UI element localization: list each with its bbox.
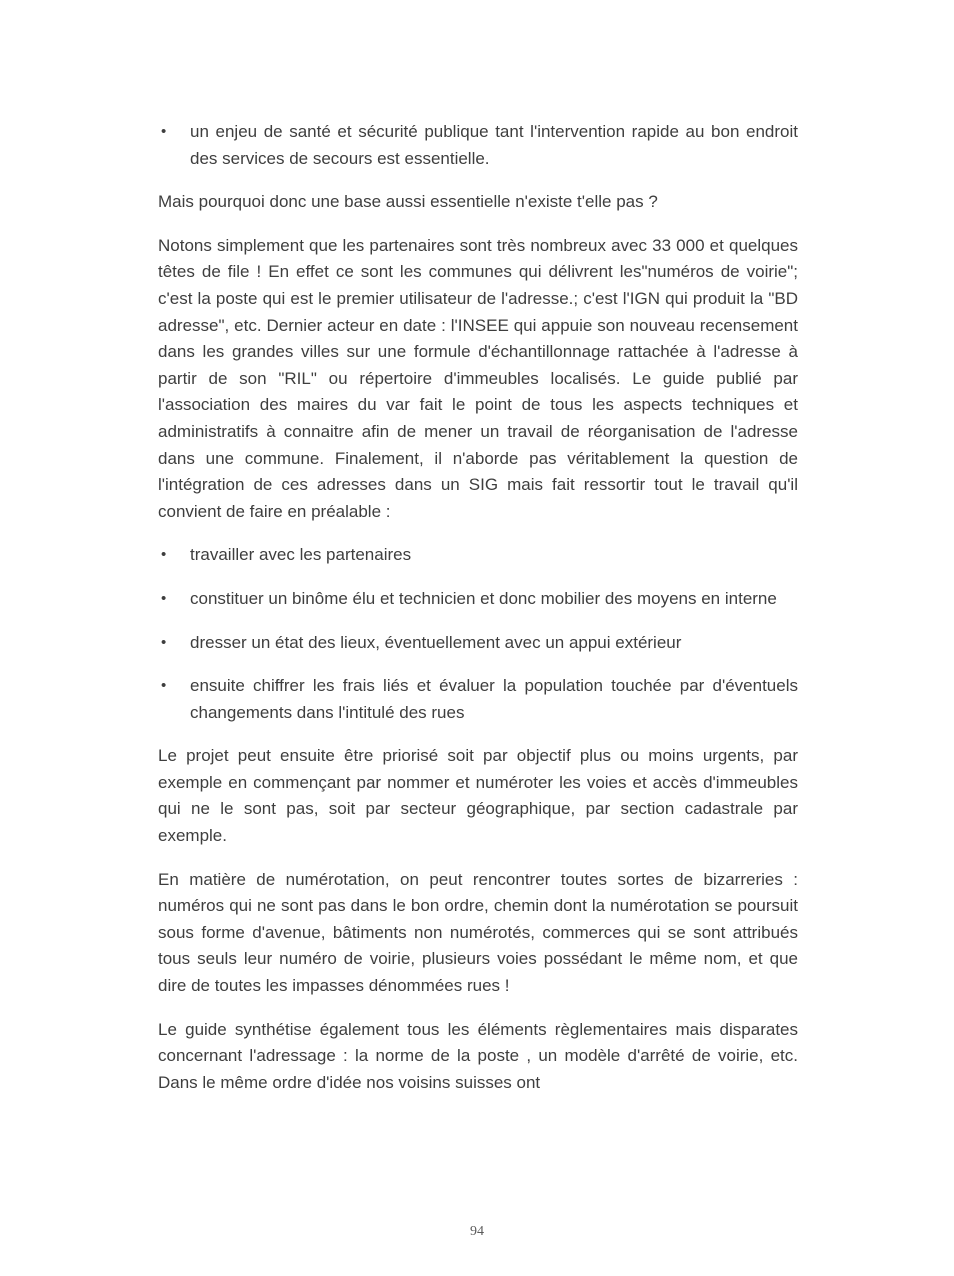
bullet-icon: • bbox=[161, 633, 167, 651]
list-item bbox=[158, 542, 798, 569]
paragraph-project: Le projet peut ensuite être priorisé soit par objectif plus ou moins urgents, par exemple en commençant par nommer et numéroter les voies et accès d'immeubles qui ne le sont pas, soit par secteur géographique, par section cadastrale par exemple. bbox=[158, 746, 798, 846]
page-content bbox=[158, 119, 798, 1113]
list-item-text: ensuite chiffrer les frais liés et évaluer la population touchée par d'éventuels changements dans l'intitulé des rues bbox=[190, 676, 798, 722]
task-bullet-list bbox=[158, 542, 798, 726]
paragraph-question: Mais pourquoi donc une base aussi essentielle n'existe t'elle pas ? bbox=[158, 192, 658, 212]
list-item bbox=[158, 586, 798, 613]
intro-bullet-list bbox=[158, 119, 798, 172]
list-item bbox=[158, 119, 798, 172]
bullet-icon: • bbox=[161, 546, 167, 564]
list-item bbox=[158, 673, 798, 726]
paragraph-partners: Notons simplement que les partenaires sont très nombreux avec 33 000 et quelques têtes de file ! En effet ce sont les communes qui délivrent les"numéros de voirie"; c'est la poste qui est le premier utilisateur de l'adresse.; c'est l'IGN qui produit la "BD adresse", etc. Dernier acteur en date : l'INSEE qui appuie son nouveau recensement dans les grandes villes sur une formule d'échantillonnage rattachée à l'adresse à partir de son "RIL" ou répertoire d'immeubles localisés. Le guide publié par l'association des maires du var fait le point de tous les aspects techniques et administratifs à connaitre afin de mener un travail de réorganisation de l'adresse dans une commune. Finalement, il n'aborde pas véritablement la question de l'intégration de ces adresses dans un SIG mais fait ressortir tout le travail qu'il convient de faire en préalable : bbox=[158, 235, 798, 521]
bullet-icon: • bbox=[161, 677, 167, 695]
list-item-text: constituer un binôme élu et technicien et donc mobilier des moyens en interne bbox=[190, 588, 777, 608]
list-item-text: un enjeu de santé et sécurité publique tant l'intervention rapide au bon endroit des services de secours est essentielle. bbox=[190, 122, 798, 168]
paragraph-numbering: En matière de numérotation, on peut rencontrer toutes sortes de bizarreries : numéros qui ne sont pas dans le bon ordre, chemin dont la numérotation se poursuit sous forme d'avenue, bâtiments non numérotés, commerces qui se sont attribués tous seuls leur numéro de voirie, plusieurs voies possédant le même nom, et que dire de toutes les impasses dénommées rues ! bbox=[158, 869, 798, 996]
list-item-text: travailler avec les partenaires bbox=[190, 545, 412, 565]
page-number: 94 bbox=[470, 1224, 484, 1239]
list-item bbox=[158, 630, 798, 657]
list-item-text: dresser un état des lieux, éventuellement avec un appui extérieur bbox=[190, 632, 682, 652]
bullet-icon: • bbox=[161, 589, 167, 607]
paragraph-guide: Le guide synthétise également tous les éléments règlementaires mais disparates concernant l'adressage : la norme de la poste , un modèle d'arrêté de voirie, etc. Dans le même ordre d'idée nos voisins suisses ont bbox=[158, 1019, 798, 1092]
bullet-icon: • bbox=[161, 123, 167, 140]
